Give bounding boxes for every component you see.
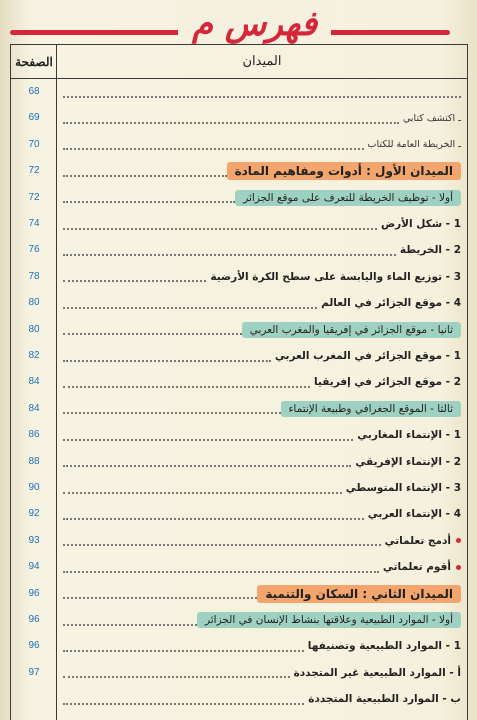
toc-entry	[63, 290, 461, 316]
entry-label: الميدان الأول : أدوات ومفاهيم المادة	[227, 162, 461, 180]
entry-label: ـ الخريطة العامة للكتاب	[367, 139, 461, 151]
dot-leader	[63, 596, 257, 599]
entry-label-text: أدمج تعلماتي	[384, 534, 451, 547]
toc-entry	[63, 343, 461, 369]
page-number: 92	[28, 508, 40, 520]
toc-entry	[63, 185, 461, 211]
entry-label: ـ اكتشف كتابي	[402, 112, 461, 124]
entry-label: ب - الموارد الطبيعية المتجددة	[308, 693, 461, 706]
dot-leader	[63, 649, 304, 652]
header-page-label: الصفحة	[15, 55, 53, 69]
dot-leader	[63, 279, 206, 282]
toc-entry	[63, 633, 461, 659]
toc-row[interactable]	[11, 422, 467, 448]
dot-leader	[63, 623, 197, 626]
page-number: 84	[28, 402, 40, 414]
page-number: 84	[28, 376, 40, 388]
toc-row[interactable]	[11, 449, 467, 475]
toc-entry	[63, 105, 461, 131]
toc-entry	[63, 501, 461, 527]
dot-leader	[63, 227, 377, 230]
page-number: 69	[28, 112, 40, 124]
toc-entry	[63, 475, 461, 501]
page-number: 88	[28, 455, 40, 467]
page-number: 74	[28, 218, 40, 229]
toc-row[interactable]	[11, 686, 467, 712]
toc-row[interactable]	[11, 343, 467, 369]
toc-row[interactable]	[11, 290, 467, 316]
page-number: 68	[28, 86, 40, 97]
bullet-icon	[456, 538, 461, 543]
toc-row[interactable]	[11, 554, 467, 580]
dot-leader	[63, 359, 271, 362]
toc-entry	[63, 317, 461, 343]
entry-label: 4 - موقع الجزائر في العالم	[321, 297, 461, 310]
dot-leader	[63, 438, 353, 441]
header-field-label: الميدان	[242, 54, 282, 69]
toc-row[interactable]	[11, 79, 467, 105]
toc-entry	[63, 132, 461, 158]
dot-leader	[63, 95, 461, 98]
toc-row[interactable]	[11, 528, 467, 554]
toc-row[interactable]	[11, 237, 467, 263]
dot-leader	[63, 200, 235, 203]
toc-row[interactable]	[11, 158, 467, 184]
toc-entry	[63, 79, 461, 105]
dot-leader	[63, 332, 242, 335]
page-title: فهرس م	[178, 2, 331, 46]
dot-leader	[63, 411, 281, 414]
page-number: 93	[28, 534, 40, 546]
page-number: 86	[28, 429, 40, 441]
toc-entry	[63, 449, 461, 475]
entry-label-text: أقوم تعلماتي	[382, 561, 451, 574]
entry-label: 1 - موقع الجزائر في المغرب العربي	[274, 350, 461, 362]
entry-label: 1 - الموارد الطبيعية وتصنيفها	[307, 640, 461, 653]
toc-entry	[63, 581, 461, 607]
table-header	[11, 45, 467, 79]
dot-leader	[63, 306, 317, 309]
page-number: 94	[28, 561, 40, 573]
page-number: 96	[28, 614, 40, 625]
toc-row[interactable]	[11, 396, 467, 422]
toc-entry	[63, 528, 461, 554]
entry-label: أولا - الموارد الطبيعية وعلاقتها بنشاط الإنسان في الجزائر	[197, 612, 461, 628]
toc-entry	[63, 369, 461, 395]
entry-label: 4 - الإنتماء العربي	[367, 508, 461, 521]
dot-leader	[63, 491, 342, 494]
page-number: 82	[28, 350, 40, 361]
title-banner	[0, 0, 477, 48]
page-number: 72	[28, 165, 40, 177]
entry-label: 2 - الخريطة	[399, 244, 461, 257]
dot-leader	[63, 253, 396, 256]
toc-row[interactable]	[11, 369, 467, 395]
entry-label: 2 - موقع الجزائر في إفريقيا	[313, 376, 461, 389]
page-number: 76	[28, 244, 40, 256]
page-number	[11, 686, 57, 712]
entry-label: ثانيا - موقع الجزائر في إفريقيا والمغرب العربي	[242, 322, 461, 338]
dot-leader	[63, 517, 364, 520]
entry-label-wrap	[383, 561, 461, 573]
toc-row[interactable]	[11, 264, 467, 290]
dot-leader	[63, 385, 310, 388]
toc-row[interactable]	[11, 475, 467, 501]
dot-leader	[63, 675, 290, 678]
page-number: 90	[28, 482, 40, 493]
entry-label: 1 - الإنتماء المغاربي	[357, 429, 461, 442]
dot-leader	[63, 174, 227, 177]
entry-label: ثالثا - الموقع الجغرافي وطبيعة الإنتماء	[281, 401, 462, 417]
toc-row[interactable]	[11, 317, 467, 343]
toc-row[interactable]	[11, 660, 467, 686]
entry-label: أولا - توظيف الخريطة للتعرف على موقع الجزائر	[235, 190, 461, 206]
entry-label: 1 - شكل الأرض	[380, 218, 461, 230]
dot-leader	[63, 121, 399, 124]
page-number: 80	[28, 323, 40, 335]
table-of-contents	[10, 44, 468, 720]
toc-row[interactable]	[11, 105, 467, 131]
toc-row[interactable]	[11, 633, 467, 659]
toc-entry	[63, 422, 461, 448]
toc-row[interactable]	[11, 501, 467, 527]
page-number: 72	[28, 191, 40, 203]
entry-label: 3 - توزيع الماء واليابسة على سطح الكرة الأرضية	[210, 270, 461, 283]
toc-entry	[63, 686, 461, 712]
toc-row[interactable]	[11, 211, 467, 237]
dot-leader	[63, 464, 351, 467]
page-number: 96	[28, 587, 40, 599]
toc-entry	[63, 264, 461, 290]
toc-entry	[63, 237, 461, 263]
entry-label: 3 - الإنتماء المتوسطي	[345, 482, 461, 494]
toc-entry	[63, 211, 461, 237]
dot-leader	[63, 543, 381, 546]
page-number: 97	[28, 666, 40, 678]
page-number: 78	[28, 270, 40, 282]
page-number: 70	[28, 138, 40, 150]
toc-row[interactable]	[11, 185, 467, 211]
toc-row[interactable]	[11, 581, 467, 607]
dot-leader	[63, 702, 304, 705]
toc-entry	[63, 554, 461, 580]
dot-leader	[63, 570, 379, 573]
entry-label: الميدان الثاني : السكان والتنمية	[257, 585, 461, 603]
page-number: 96	[28, 640, 40, 652]
toc-row[interactable]	[11, 132, 467, 158]
page-number: 80	[28, 297, 40, 309]
toc-entry	[63, 607, 461, 633]
entry-label	[379, 561, 461, 573]
entry-label	[381, 535, 461, 547]
toc-entry	[63, 660, 461, 686]
entry-label-wrap	[385, 535, 461, 547]
toc-entry	[63, 396, 461, 422]
entry-label: أ - الموارد الطبيعية غير المتجددة	[293, 666, 461, 679]
toc-row[interactable]	[11, 607, 467, 633]
dot-leader	[63, 147, 364, 150]
bullet-icon	[456, 565, 461, 570]
toc-entry	[63, 158, 461, 184]
entry-label: 2 - الإنتماء الإفريقي	[355, 455, 461, 468]
